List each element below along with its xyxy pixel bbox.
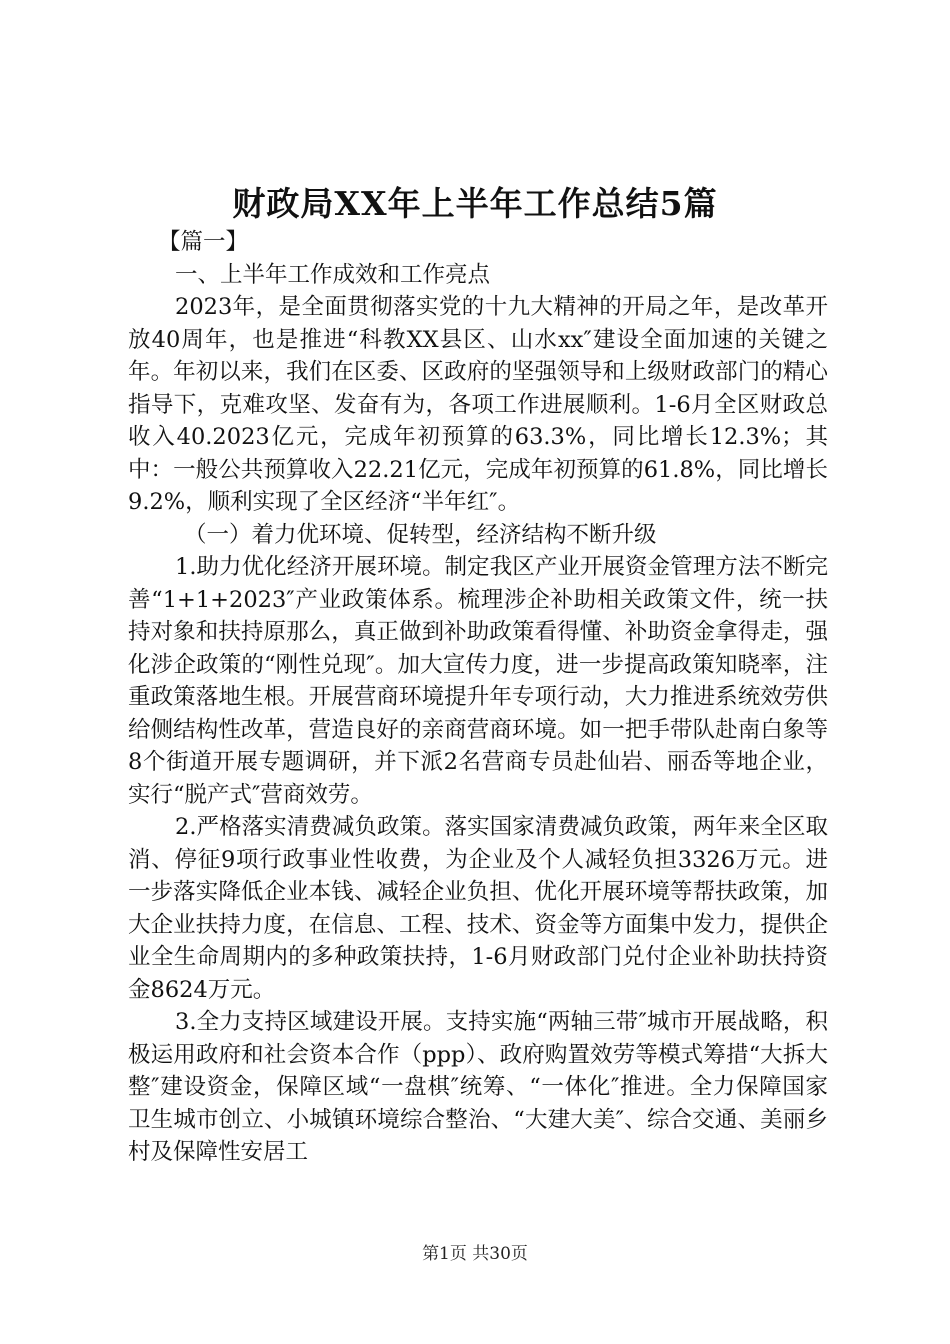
body-paragraph: 2023年，是全面贯彻落实党的十九大精神的开局之年，是改革开放40周年，也是推进“科教XX县区、山水xx″建设全面加速的关键之年。年初以来，我们在区委、区政府的坚强领导和上级财政部门的精心指导下，克难攻坚、发奋有为，各项工作进展顺利。1-6月全区财政总收入40.2023亿元，完成年初预算的63.3%，同比增长12.3%；其中：一般公共预算收入22.21亿元，完成年初预算的61.8%，同比增长9.2%，顺利实现了全区经济“半年红″。 — [128, 294, 828, 515]
document-body — [128, 226, 828, 1169]
body-paragraph: 1.助力优化经济开展环境。制定我区产业开展资金管理方法不断完善“1+1+2023″产业政策体系。梳理涉企补助相关政策文件，统一扶持对象和扶持原那么，真正做到补助政策看得懂、补助资金拿得走，强化涉企政策的“刚性兑现″。加大宣传力度，进一步提高政策知晓率，注重政策落地生根。开展营商环境提升年专项行动，大力推进系统效劳供给侧结构性改革，营造良好的亲商营商环境。如一把手带队赴南白象等8个街道开展专题调研，并下派2名营商专员赴仙岩、丽岙等地企业，实行“脱产式″营商效劳。 — [128, 554, 828, 808]
section-heading: 一、上半年工作成效和工作亮点 — [175, 261, 491, 288]
body-paragraph: 2.严格落实清费减负政策。落实国家清费减负政策，两年来全区取消、停征9项行政事业性收费，为企业及个人减轻负担3326万元。进一步落实降低企业本钱、减轻企业负担、优化开展环境等帮扶政策，加大企业扶持力度，在信息、工程、技术、资金等方面集中发力，提供企业全生命周期内的多种政策扶持，1-6月财政部门兑付企业补助扶持资金8624万元。 — [128, 814, 828, 1003]
document-title: 财政局XX年上半年工作总结5篇 — [232, 184, 718, 223]
subsection-heading: （一）着力优环境、促转型，经济结构不断升级 — [184, 521, 657, 548]
page-footer: 第1页 共30页 — [422, 1244, 528, 1264]
body-paragraph: 3.全力支持区域建设开展。支持实施“两轴三带″城市开展战略，积极运用政府和社会资本合作（ppp）、政府购置效劳等模式筹措“大拆大整″建设资金，保障区域“一盘棋″统筹、“一体化″推进。全力保障国家卫生城市创立、小城镇环境综合整治、“大建大美″、综合交通、美丽乡村及保障性安居工 — [128, 1009, 828, 1165]
section-label: 【篇一】 — [158, 229, 249, 255]
